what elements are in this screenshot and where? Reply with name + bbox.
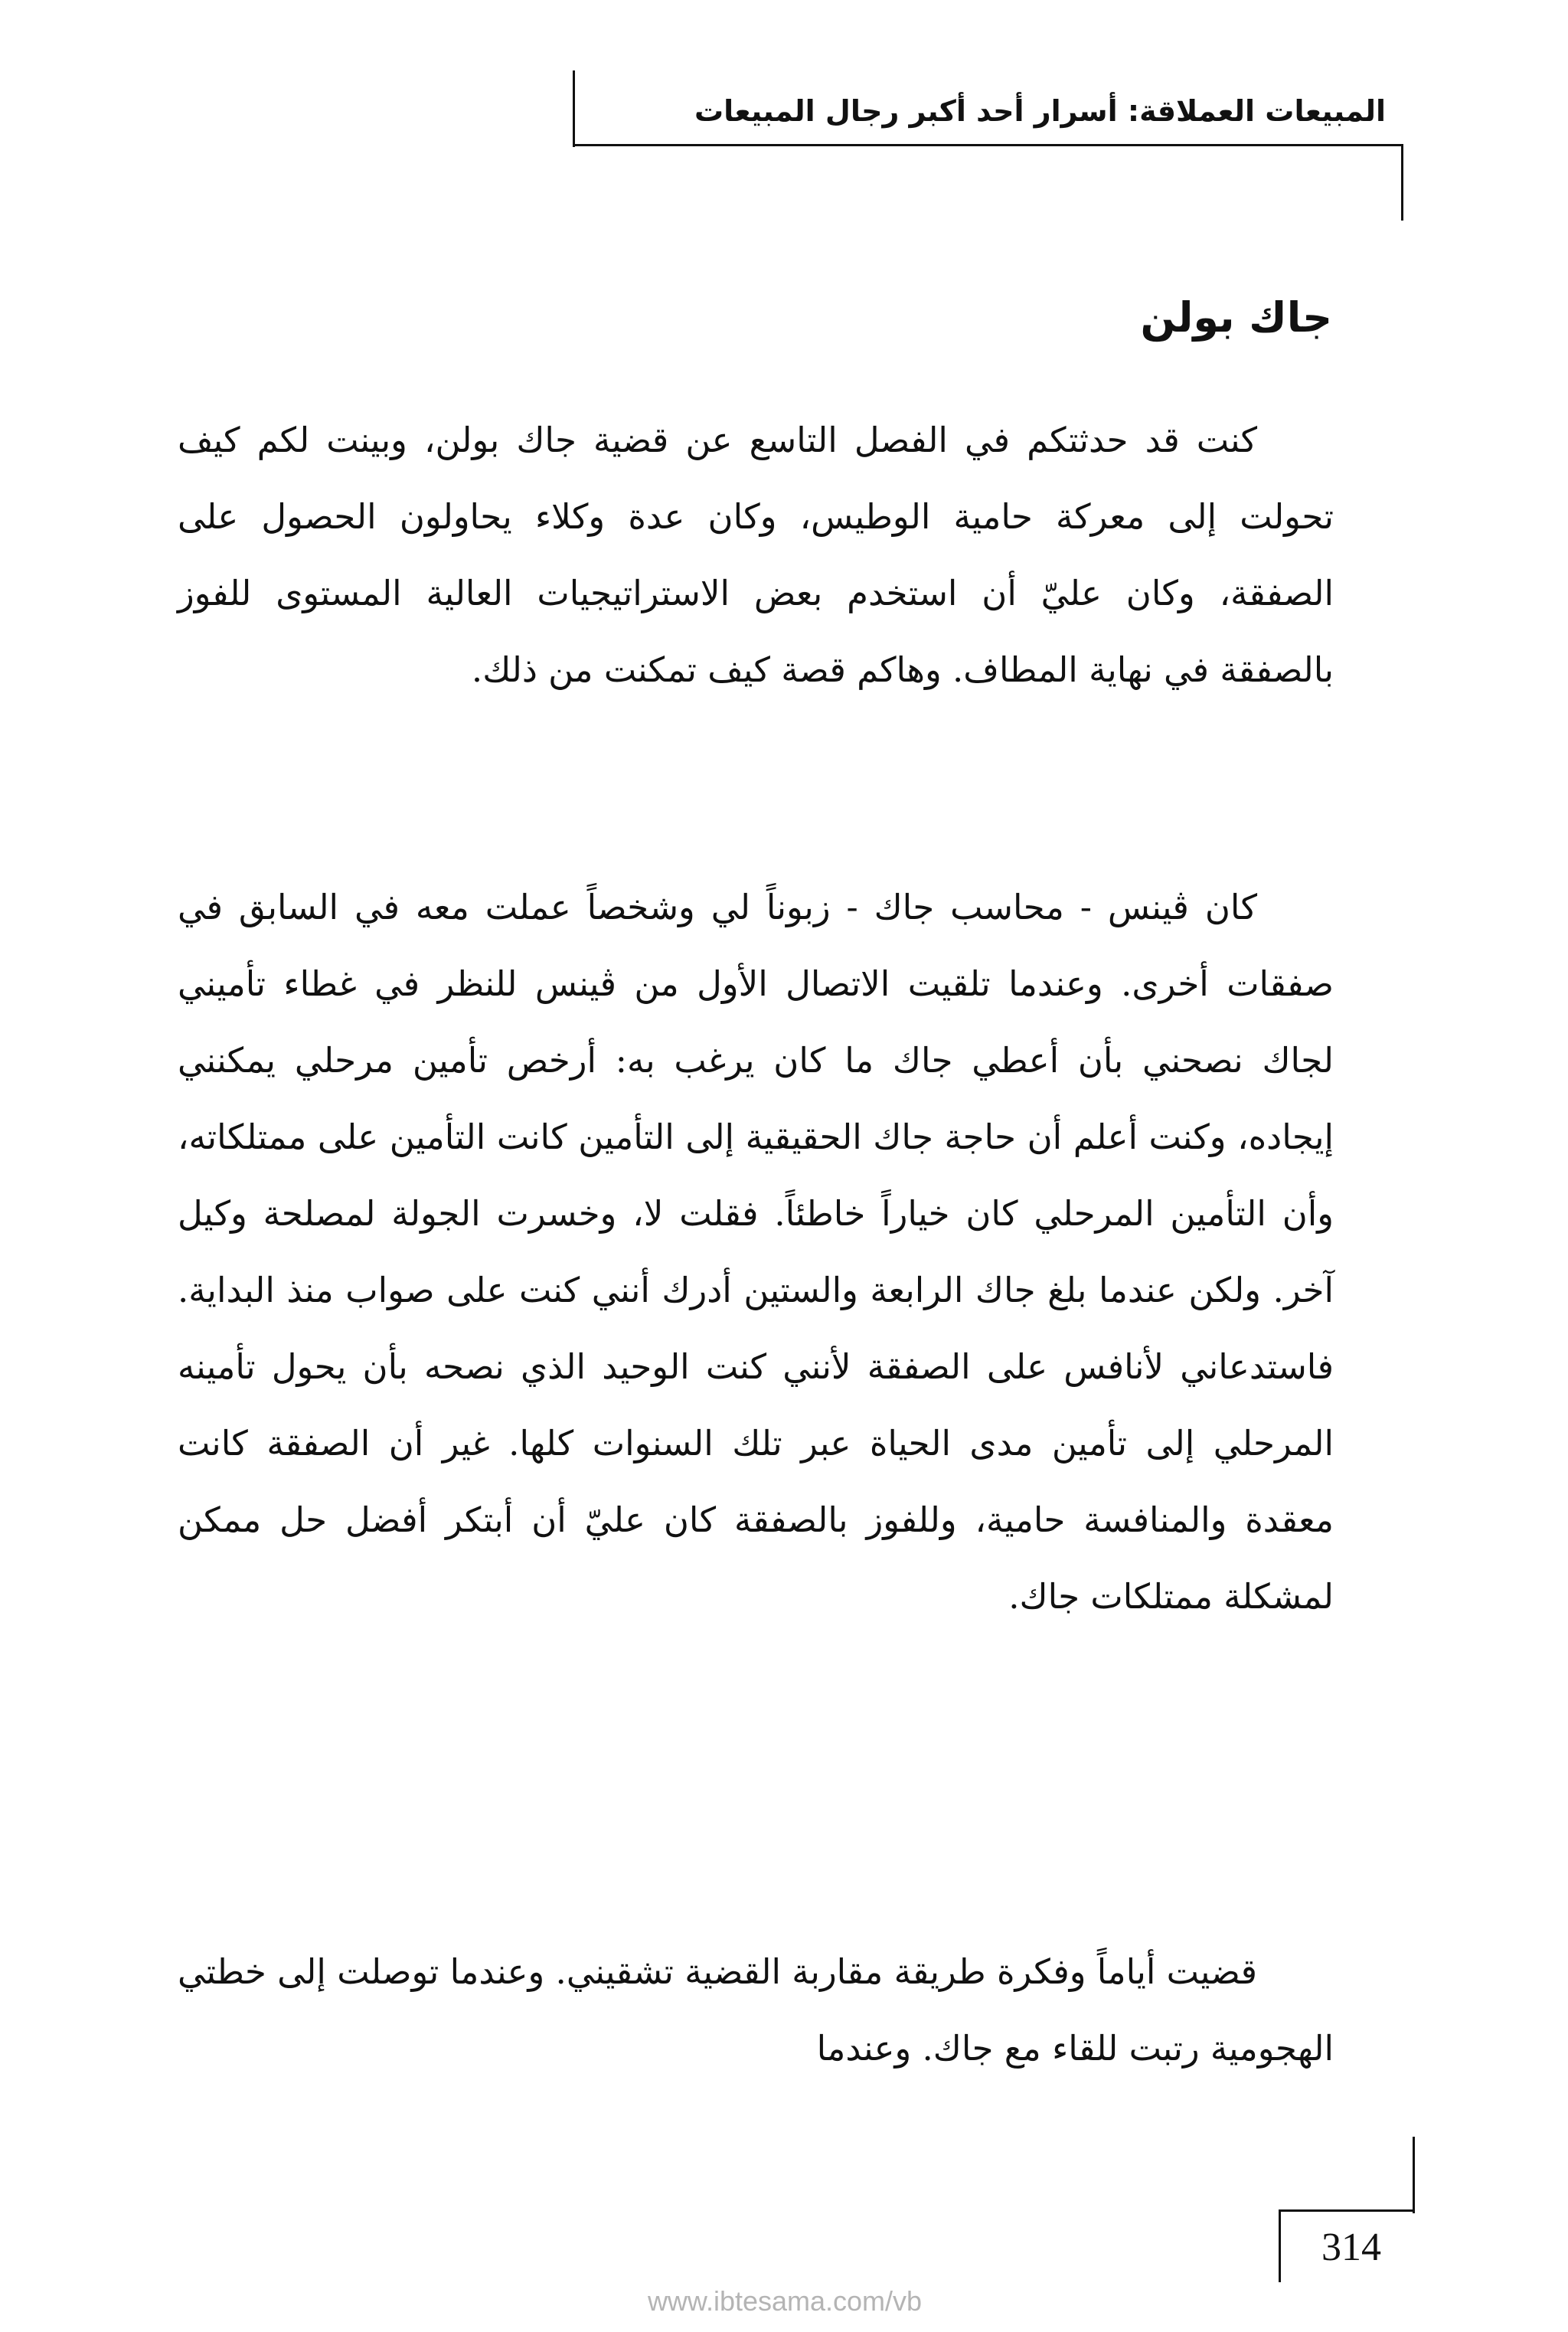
- folio-rule-left: [1279, 2209, 1281, 2282]
- paragraph-text: قضيت أياماً وفكرة طريقة مقاربة القضية تشقيني. وعندما توصلت إلى خطتي الهجومية رتبت للقاء مع جاك. وعندما: [178, 1951, 1334, 2069]
- header-rule-left: [573, 70, 575, 147]
- paragraph-2: [178, 869, 1334, 1635]
- running-header-title: المبيعات العملاقة: أسرار أحد أكبر رجال المبيعات: [694, 94, 1386, 128]
- folio-rule: [1279, 2209, 1415, 2212]
- page-number: 314: [1321, 2226, 1381, 2269]
- section-heading: جاك بولن: [1140, 293, 1332, 342]
- watermark-link[interactable]: www.ibtesama.com/vb: [647, 2285, 923, 2317]
- paragraph-3: [178, 1934, 1334, 2087]
- header-rule-right: [1401, 144, 1403, 221]
- paragraph-text: كنت قد حدثتكم في الفصل التاسع عن قضية جاك بولن، وبينت لكم كيف تحولت إلى معركة حامية الوطيس، وكان عدة وكلاء يحاولون الحصول على الصفقة، وكان عليّ أن استخدم بعض الاستراتيجيات العالية المستوى للفوز بالصفقة في نهاية المطاف. وهاكم قصة كيف تمكنت من ذلك.: [178, 420, 1334, 690]
- paragraph-text: كان ڤينس - محاسب جاك - زبوناً لي وشخصاً عملت معه في السابق في صفقات أخرى. وعندما تلقيت الاتصال الأول من ڤينس للنظر في غطاء تأميني لجاك نصحني بأن أعطي جاك ما كان يرغب به: أرخص تأمين مرحلي يمكنني إيجاده، وكنت أعلم أن حاجة جاك الحقيقية إلى التأمين كانت التأمين على ممتلكاته، وأن التأمين المرحلي كان خياراً خاطئاً. فقلت لا، وخسرت الجولة لمصلحة وكيل آخر. ولكن عندما بلغ جاك الرابعة والستين أدرك أنني كنت على صواب منذ البداية. فاستدعاني لأنافس على الصفقة لأنني كنت الوحيد الذي نصحه بأن يحول تأمينه المرحلي إلى تأمين مدى الحياة عبر تلك السنوات كلها. غير أن الصفقة كانت معقدة والمنافسة حامية، وللفوز بالصفقة كان عليّ أن أبتكر أفضل حل ممكن لمشكلة ممتلكات جاك.: [178, 887, 1334, 1617]
- header-rule: [573, 144, 1403, 146]
- folio-rule-right: [1413, 2137, 1415, 2213]
- paragraph-1: [178, 402, 1334, 708]
